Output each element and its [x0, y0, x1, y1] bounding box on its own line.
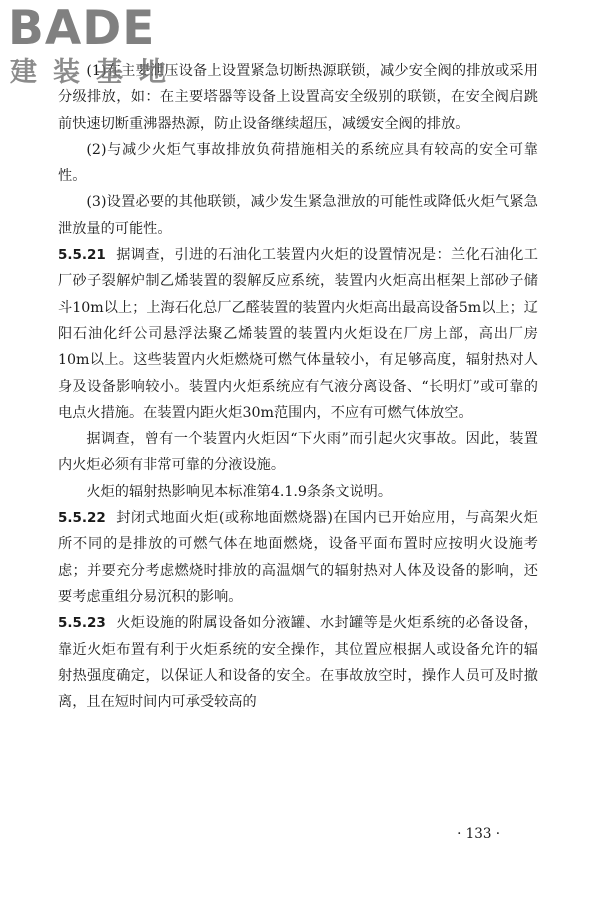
paragraph-text: 火炬设施的附属设备如分液罐、水封罐等是火炬系统的必备设备，靠近火炬布置有利于火炬系统的安全操作，其位置应根据人或设备允许的辐射热强度确定，以保证人和设备的安全。在事故放空时，操作人员可及时撤离，且在短时间内可承受较高的 — [58, 615, 538, 711]
page-number: · 133 · — [457, 826, 500, 842]
paragraph-text: 封闭式地面火炬(或称地面燃烧器)在国内已开始应用，与高架火炬所不同的是排放的可燃气体在地面燃烧，设备平面布置时应按明火设施考虑；并要充分考虑燃烧时排放的高温烟气的辐射热对人体及设备的影响，还要考虑重组分易沉积的影响。 — [58, 510, 538, 605]
logo-sub-text: 建装基地 — [10, 57, 182, 88]
paragraph — [58, 426, 538, 479]
clause-number: 5.5.21 — [58, 247, 106, 264]
paragraph — [58, 189, 538, 242]
clause-paragraph — [58, 242, 538, 426]
paragraph-text: (2)与减少火炬气事故排放负荷措施相关的系统应具有较高的安全可靠性。 — [58, 141, 538, 185]
paragraph-text: 据调查，引进的石油化工装置内火炬的设置情况是：兰化石油化工厂砂子裂解炉制乙烯装置的裂解反应系统，装置内火炬高出框架上部砂子储斗10m以上；上海石化总厂乙醛装置的装置内火炬高出最高设备5m以上；辽阳石油化纤公司悬浮法聚乙烯装置的装置内火炬设在厂房上部，高出厂房10m以上。这些装置内火炬燃烧可燃气体量较小，有足够高度，辐射热对人身及设备影响较小。装置内火炬系统应有气液分离设备、“长明灯”或可靠的电点火措施。在装置内距火炬30m范围内，不应有可燃气体放空。 — [58, 247, 538, 421]
clause-paragraph — [58, 505, 538, 610]
logo-main-text: BADE — [8, 1, 156, 56]
paragraph-text: 火炬的辐射热影响见本标准第4.1.9条条文说明。 — [86, 483, 393, 500]
clause-paragraph — [58, 610, 538, 715]
paragraph-text: 据调查，曾有一个装置内火炬因“下火雨”而引起火灾事故。因此，装置内火炬必须有非常可靠的分液设施。 — [58, 431, 538, 474]
watermark-logo — [8, 1, 183, 96]
clause-number: 5.5.23 — [58, 615, 106, 632]
document-body — [58, 58, 538, 715]
paragraph — [58, 137, 538, 190]
clause-number: 5.5.22 — [58, 510, 106, 527]
paragraph-text: (3)设置必要的其他联锁，减少发生紧急泄放的可能性或降低火炬气紧急泄放量的可能性。 — [58, 194, 538, 237]
paragraph-text: (1)在主要泄压设备上设置紧急切断热源联锁，减少安全阀的排放或采用分级排放，如：在主要塔器等设备上设置高安全级别的联锁，在安全阀启跳前快速切断重沸器热源，防止设备继续超压，减缓安全阀的排放。 — [58, 63, 538, 132]
paragraph — [58, 479, 538, 505]
